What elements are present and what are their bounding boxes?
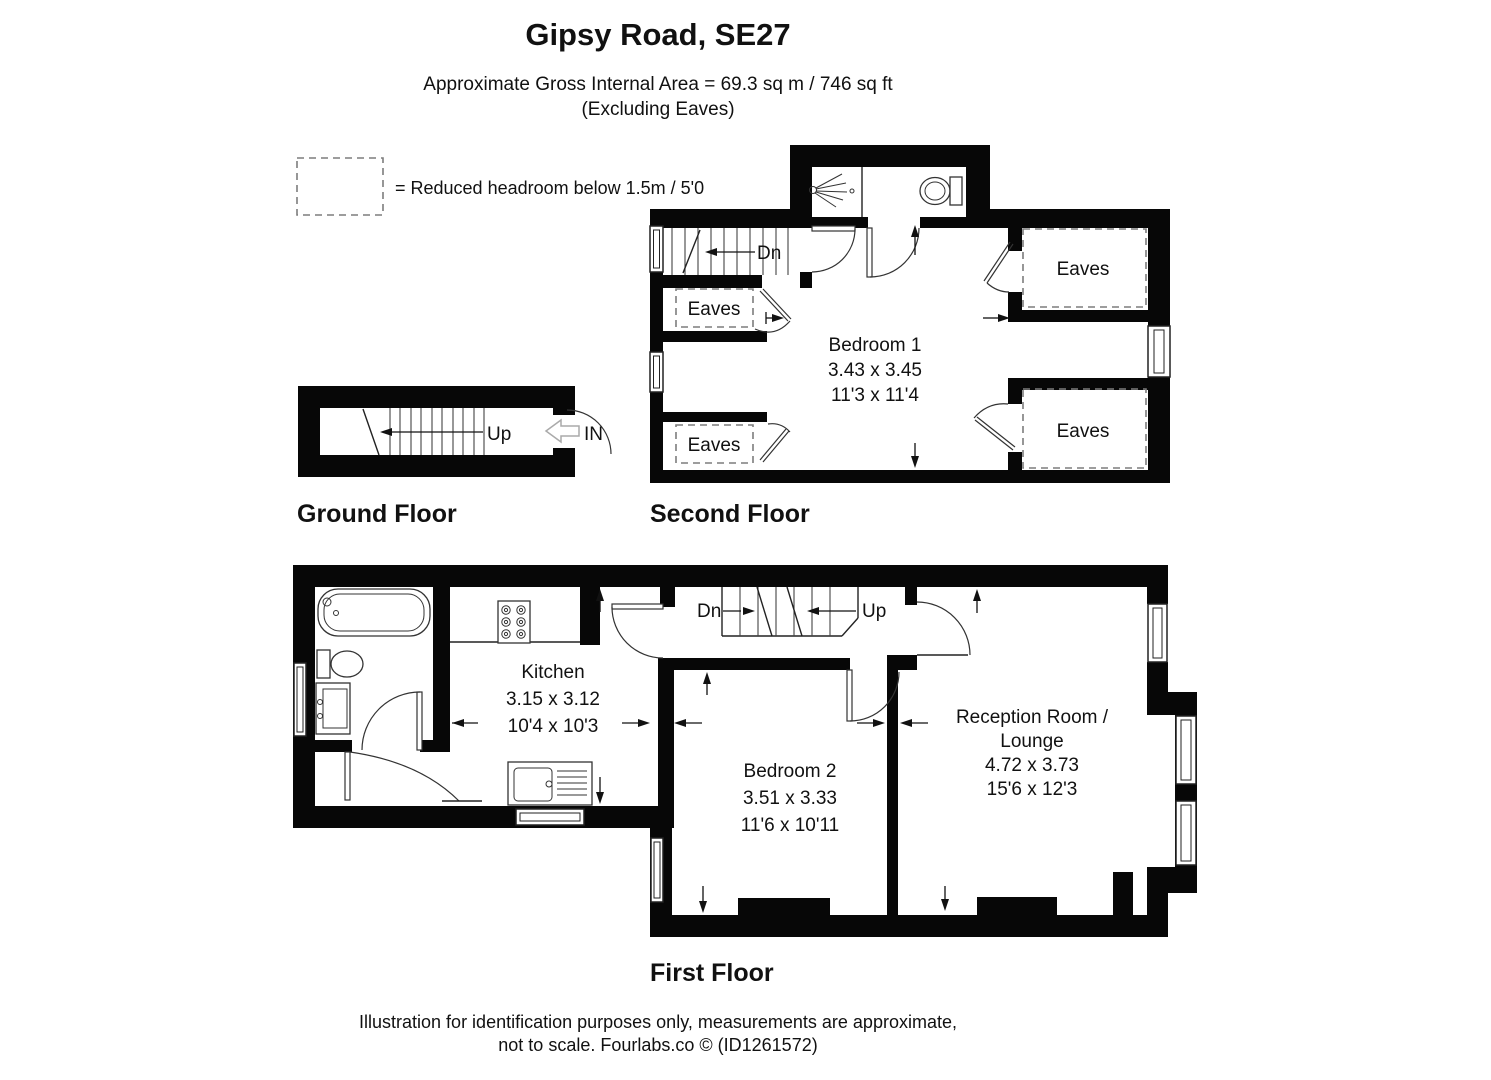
first-floor-plan [293, 565, 1197, 987]
eaves-label: Eaves [687, 435, 741, 456]
window-icon [1148, 326, 1170, 377]
second-floor-bathroom [810, 167, 963, 217]
legend [297, 158, 704, 215]
first-floor-stairs [697, 587, 886, 636]
disclaimer-line1: Illustration for identification purposes only, measurements are approximate, [359, 1012, 957, 1032]
ground-floor-entrance [546, 410, 611, 454]
ground-floor-stairs [363, 408, 511, 455]
second-floor-title: Second Floor [650, 500, 810, 528]
first-floor-title: First Floor [650, 959, 774, 987]
page-title: Gipsy Road, SE27 [525, 17, 791, 52]
legend-label: = Reduced headroom below 1.5m / 5'0 [395, 178, 705, 198]
gross-area-line: Approximate Gross Internal Area = 69.3 sq m / 746 sq ft [423, 74, 893, 95]
door-eaves-right-lower [974, 404, 1015, 450]
entrance-arrow-icon [546, 420, 579, 442]
door-bathroom [867, 228, 919, 277]
eaves-label: Eaves [687, 299, 741, 320]
kitchen-name: Kitchen [521, 662, 585, 683]
stairs-up-label: Up [862, 601, 887, 622]
bedroom2-name: Bedroom 2 [743, 761, 837, 782]
first-floor-dim-arrows [452, 589, 981, 913]
bathtub-icon [318, 589, 430, 636]
second-floor-plan [650, 145, 1170, 528]
reception-name-line2: Lounge [1000, 731, 1064, 752]
door-eaves-left-lower [760, 424, 790, 462]
reduced-headroom-swatch [297, 158, 383, 215]
eaves-label: Eaves [1056, 421, 1110, 442]
disclaimer-line2: not to scale. Fourlabs.co © (ID1261572) [498, 1035, 818, 1055]
second-floor-room-labels [828, 335, 922, 406]
kitchen-dim-metric: 3.15 x 3.12 [505, 689, 601, 710]
bedroom2-dim-metric: 3.51 x 3.33 [742, 788, 838, 809]
door-kitchen [612, 604, 663, 658]
kitchen-dim-imperial: 10'4 x 10'3 [507, 716, 599, 737]
stairs-up-label: Up [487, 424, 512, 445]
window-icon [1176, 716, 1196, 784]
bedroom2-dim-imperial: 11'6 x 10'11 [740, 815, 840, 836]
door-corridor-to-bedroom1 [812, 226, 855, 272]
toilet-icon [317, 650, 363, 678]
window-icon [651, 838, 663, 902]
kitchen-sink-icon [508, 762, 592, 805]
first-floor-bathroom [316, 589, 430, 734]
bedroom1-dim-imperial: 11'3 x 11'4 [831, 385, 919, 406]
bedroom1-dim-metric: 3.43 x 3.45 [827, 360, 923, 381]
stairs-down-label: Dn [697, 601, 722, 622]
door-hallway [345, 752, 482, 801]
bedroom1-name: Bedroom 1 [828, 335, 922, 356]
window-icon [1176, 801, 1196, 865]
second-floor-stairs [672, 228, 788, 275]
sink-icon [316, 683, 350, 734]
header [423, 17, 893, 120]
toilet-icon [920, 177, 962, 205]
reception-dim-metric: 4.72 x 3.73 [984, 755, 1080, 776]
window-icon [1148, 604, 1167, 662]
shower-icon [810, 174, 855, 207]
ground-floor-title: Ground Floor [297, 500, 457, 528]
hob-icon [498, 601, 530, 643]
first-floor-windows [294, 604, 1196, 902]
footer [359, 1012, 957, 1055]
door-bathroom [362, 692, 422, 750]
reception-dim-imperial: 15'6 x 12'3 [986, 779, 1078, 800]
door-reception [917, 602, 970, 655]
reception-name-line1: Reception Room / [955, 707, 1109, 728]
eaves-label: Eaves [1056, 259, 1110, 280]
stairs-down-label: Dn [757, 243, 782, 264]
window-icon [650, 352, 663, 392]
door-eaves-left-upper [755, 289, 791, 332]
excluding-eaves-note: (Excluding Eaves) [581, 99, 735, 120]
door-eaves-right-upper [984, 242, 1013, 292]
window-icon [294, 663, 306, 736]
window-icon [516, 809, 584, 825]
ground-floor-plan [297, 386, 611, 528]
entrance-in-label: IN [584, 424, 603, 445]
window-icon [650, 226, 663, 272]
